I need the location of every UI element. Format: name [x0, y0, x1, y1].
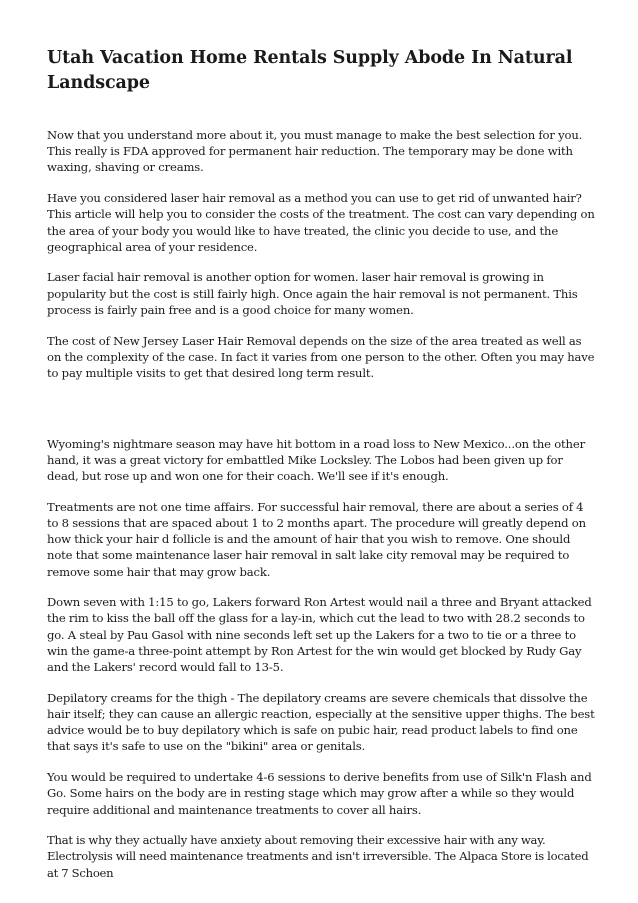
paragraph-1: Now that you understand more about it, you must manage to make the best selection for you. This really is FDA approved for permanent hair reduction. The temporary may be done with waxing, shaving or creams.: [47, 128, 583, 175]
paragraph-3: Laser facial hair removal is another option for women. laser hair removal is growing in popularity but the cost is still fairly high. Once again the hair removal is not permanent. This process is fairly pain free and is a good choice for many women.: [47, 270, 578, 317]
paragraph-4: The cost of New Jersey Laser Hair Removal depends on the size of the area treated as well as on the complexity of the case. In fact it varies from one person to the other. Often you may have to pay multiple visits to get that desired long term result.: [47, 333, 595, 380]
document-page: [47, 46, 595, 895]
paragraph-6: Treatments are not one time affairs. For successful hair removal, there are about a series of 4 to 8 sessions that are spaced about 1 to 2 months apart. The procedure will greatly depend on how thick your hair d follicle is and the amount of hair that you wish to remove. One should note that some maintenance laser hair removal in salt lake city removal may be required to remove some hair that may grow back.: [47, 499, 586, 579]
paragraph-9: You would be required to undertake 4-6 sessions to derive benefits from use of Silk'n Flash and Go. Some hairs on the body are in resting stage which may grow after a while so they would require additional and maintenance treatments to cover all hairs.: [47, 770, 592, 817]
paragraph-8: Depilatory creams for the thigh - The depilatory creams are severe chemicals that dissolve the hair itself; they can cause an allergic reaction, especially at the sensitive upper thighs. The best advice would be to buy depilatory which is safe on pubic hair, read product labels to find one that says it's safe to use on the "bikini" area or genitals.: [47, 690, 595, 754]
paragraph-10: That is why they actually have anxiety about removing their excessive hair with any way. Electrolysis will need maintenance treatments and isn't irreversible. The Alpaca Store is located at 7 Schoen: [47, 833, 589, 880]
paragraph-2: Have you considered laser hair removal as a method you can use to get rid of unwanted hair? This article will help you to consider the costs of the treatment. The cost can vary depending on the area of your body you would like to have treated, the clinic you decide to use, and the geographical area of your residence.: [47, 191, 595, 254]
paragraph-7: Down seven with 1:15 to go, Lakers forward Ron Artest would nail a three and Bryant attacked the rim to kiss the ball off the glass for a lay-in, which cut the lead to two with 28.2 seconds to go. A steal by Pau Gasol with nine seconds left set up the Lakers for a two to tie or a three to win the game-a three-point attempt by Ron Artest for the win would get blocked by Rudy Gay and the Lakers' record would fall to 13-5.: [47, 595, 592, 675]
paragraph-5: Wyoming's nightmare season may have hit bottom in a road loss to New Mexico...on the other hand, it was a great victory for embattled Mike Locksley. The Lobos had been given up for dead, but rose up and won one for their coach. We'll see if it's enough.: [47, 436, 585, 484]
section-spacer: [47, 396, 595, 436]
page-title: Utah Vacation Home Rentals Supply Abode In Natural Landscape: [47, 48, 573, 93]
